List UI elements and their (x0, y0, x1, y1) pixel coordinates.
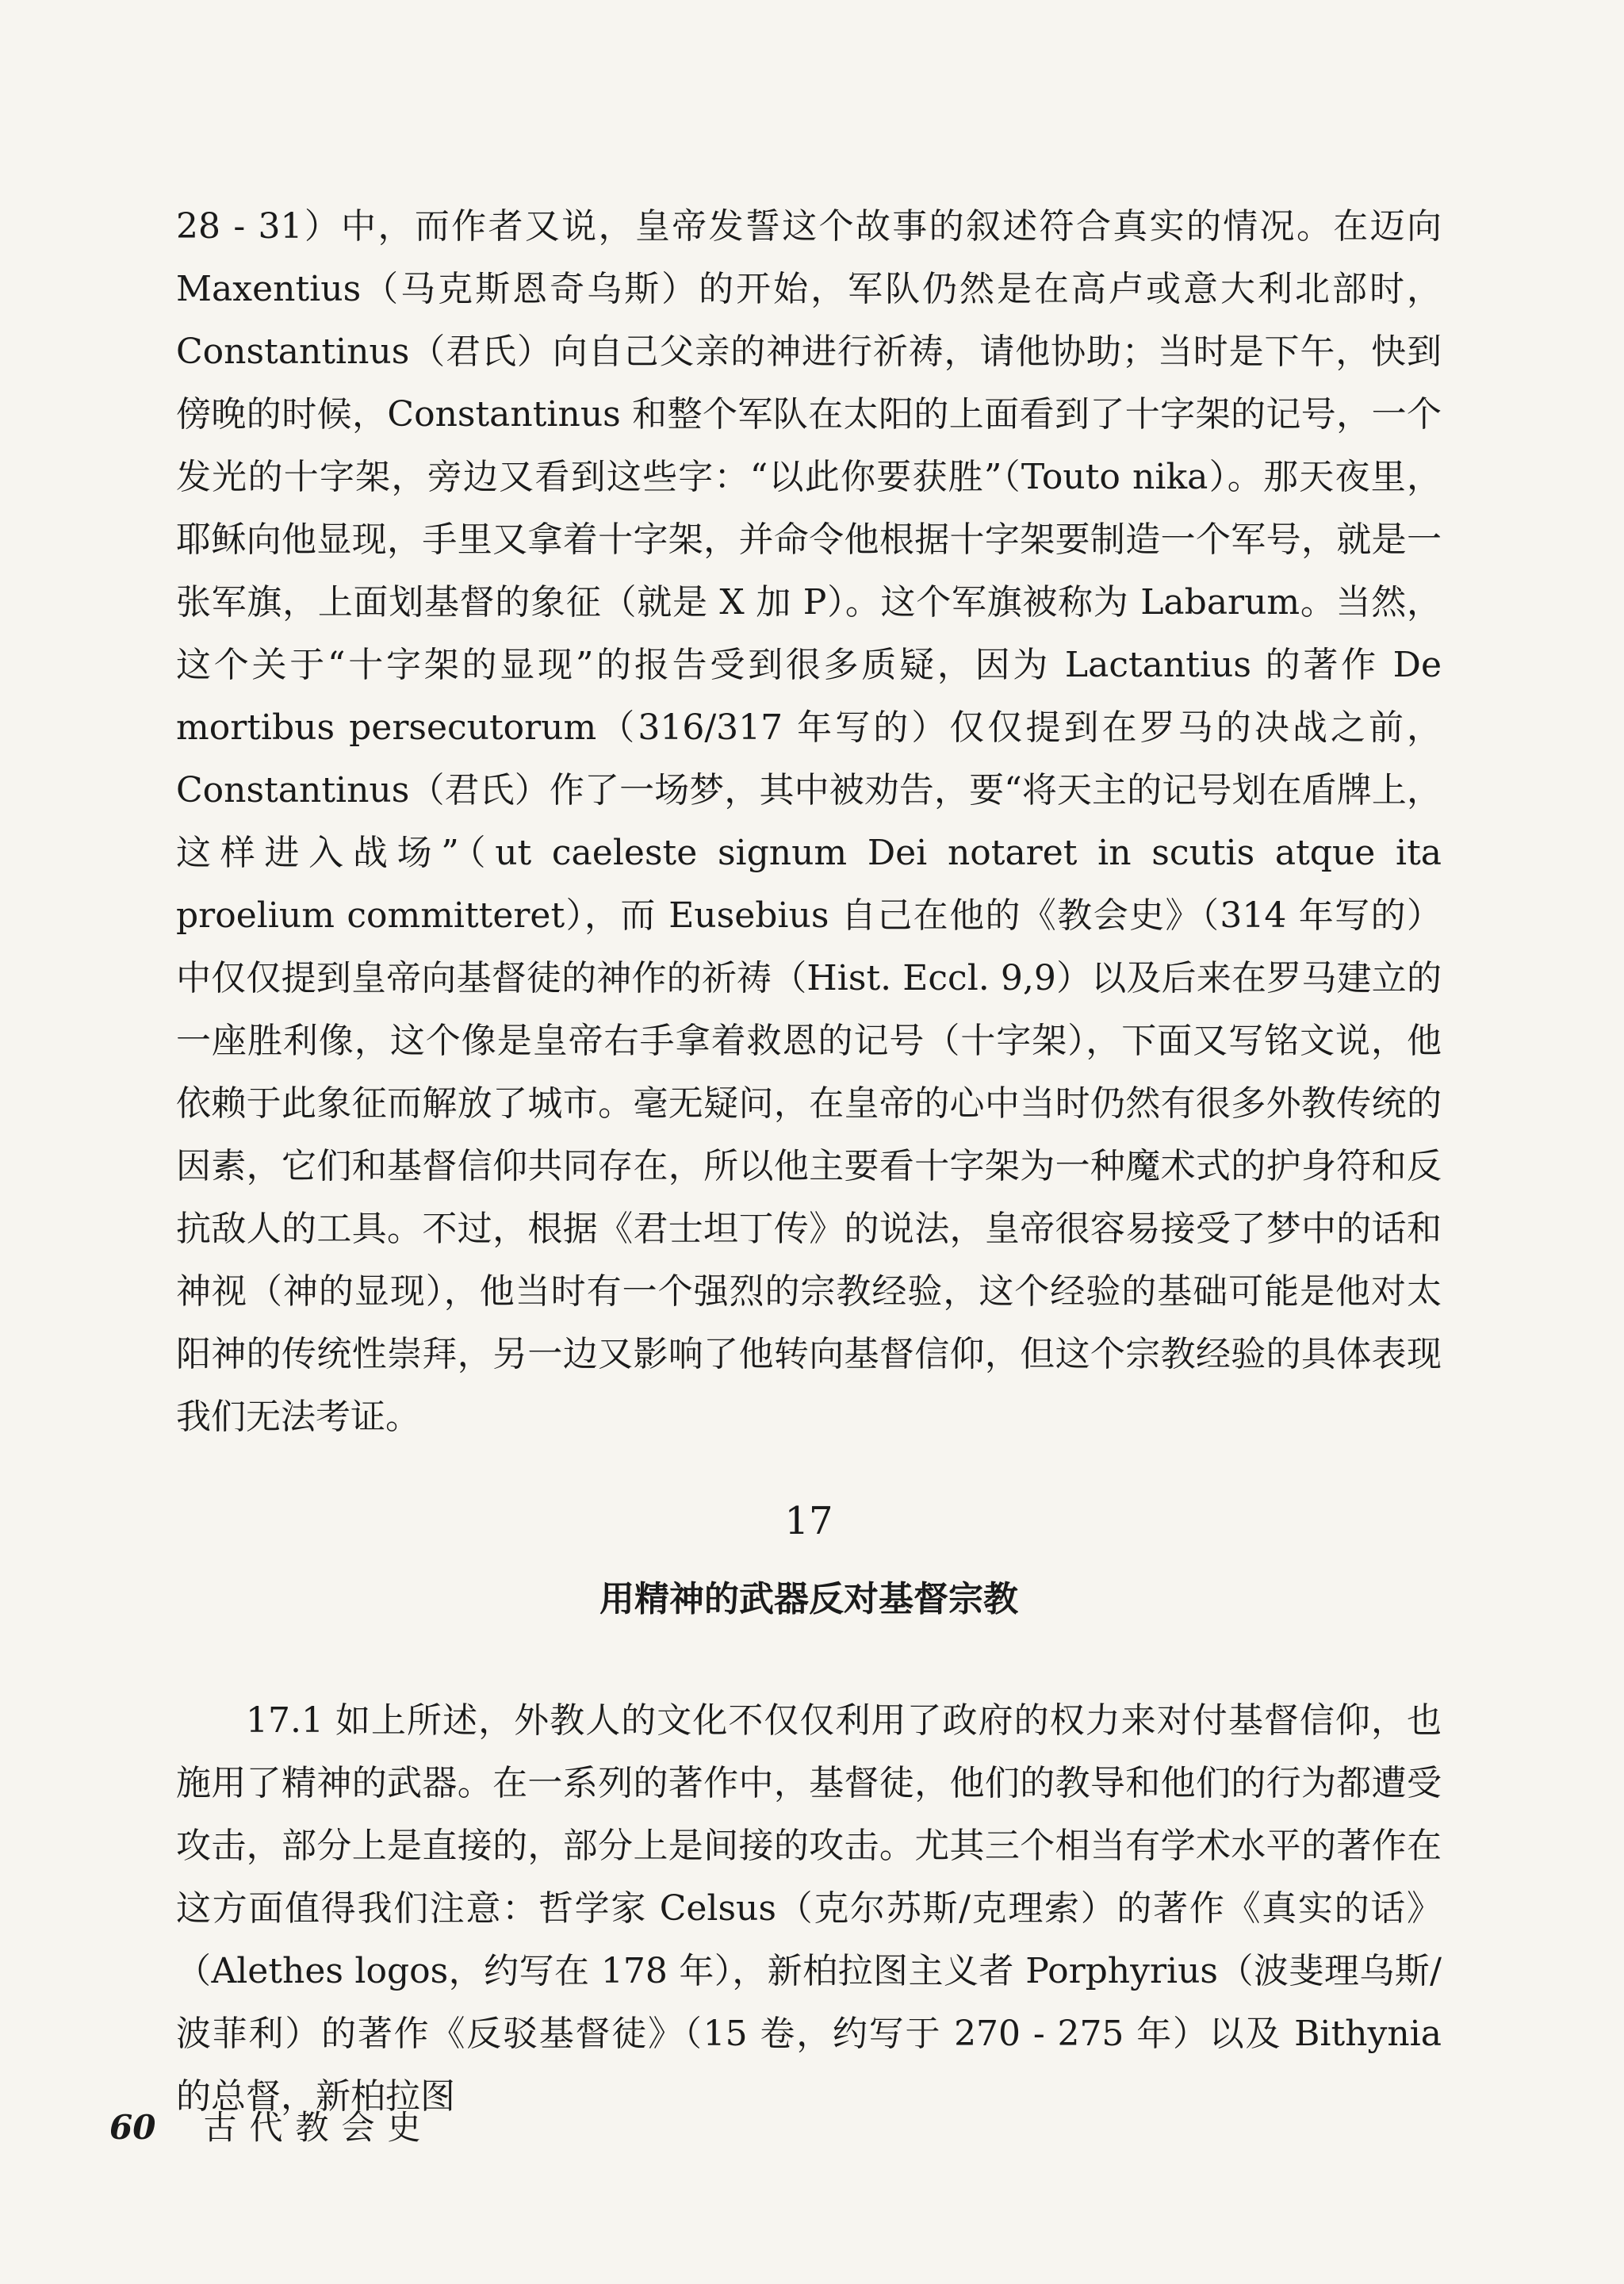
page-footer (109, 2102, 433, 2149)
paragraph: 28 - 31）中，而作者又说，皇帝发誓这个故事的叙述符合真实的情况。在迈向Maxentius（马克斯恩奇乌斯）的开始，军队仍然是在高卢或意大利北部时，Constantinus（君氏）向自己父亲的神进行祈祷，请他协助；当时是下午，快到傍晚的时候，Constantinus 和整个军队在太阳的上面看到了十字架的记号，一个发光的十字架，旁边又看到这些字：“以此你要获胜”（Touto nika）。那天夜里，耶稣向他显现，手里又拿着十字架，并命令他根据十字架要制造一个军号，就是一张军旗，上面划基督的象征（就是 X 加 P）。这个军旗被称为 Labarum。当然，这个关于“十字架的显现”的报告受到很多质疑，因为 Lactantius 的著作 De mortibus persecutorum（316/317 年写的）仅仅提到在罗马的决战之前，Constantinus（君氏）作了一场梦，其中被劝告，要“将天主的记号划在盾牌上，这样进入战场”（ut caeleste signum Dei notaret in scutis atque ita proelium committeret），而 Eusebius 自己在他的《教会史》（314 年写的）中仅仅提到皇帝向基督徒的神作的祈祷（Hist. Eccl. 9,9）以及后来在罗马建立的一座胜利像，这个像是皇帝右手拿着救恩的记号（十字架），下面又写铭文说，他依赖于此象征而解放了城市。毫无疑问，在皇帝的心中当时仍然有很多外教传统的因素，它们和基督信仰共同存在，所以他主要看十字架为一种魔术式的护身符和反抗敌人的工具。不过，根据《君士坦丁传》的说法，皇帝很容易接受了梦中的话和神视（神的显现），他当时有一个强烈的宗教经验，这个经验的基础可能是他对太阳神的传统性崇拜，另一边又影响了他转向基督信仰，但这个宗教经验的具体表现我们无法考证。 (176, 206, 1442, 1437)
page-number: 60 (109, 2108, 156, 2147)
paragraph: 17.1 如上所述，外教人的文化不仅仅利用了政府的权力来对付基督信仰，也施用了精神的武器。在一系列的著作中，基督徒，他们的教导和他们的行为都遭受攻击，部分上是直接的，部分上是间接的攻击。尤其三个相当有学术水平的著作在这方面值得我们注意：哲学家 Celsus（克尔苏斯/克理索）的著作《真实的话》（Alethes logos，约写在 178 年），新柏拉图主义者 Porphyrius（波斐理乌斯/波菲利）的著作《反驳基督徒》（15 卷，约写于 270 - 275 年）以及 Bithynia 的总督，新柏拉图 (176, 1700, 1442, 2117)
chapter-number: 17 (784, 1499, 833, 1543)
body-text-bottom (176, 1689, 1442, 2128)
body-text-top (176, 195, 1442, 1448)
running-title: 古代教会史 (203, 2108, 434, 2147)
chapter-title: 用精神的武器反对基督宗教 (599, 1579, 1018, 1619)
